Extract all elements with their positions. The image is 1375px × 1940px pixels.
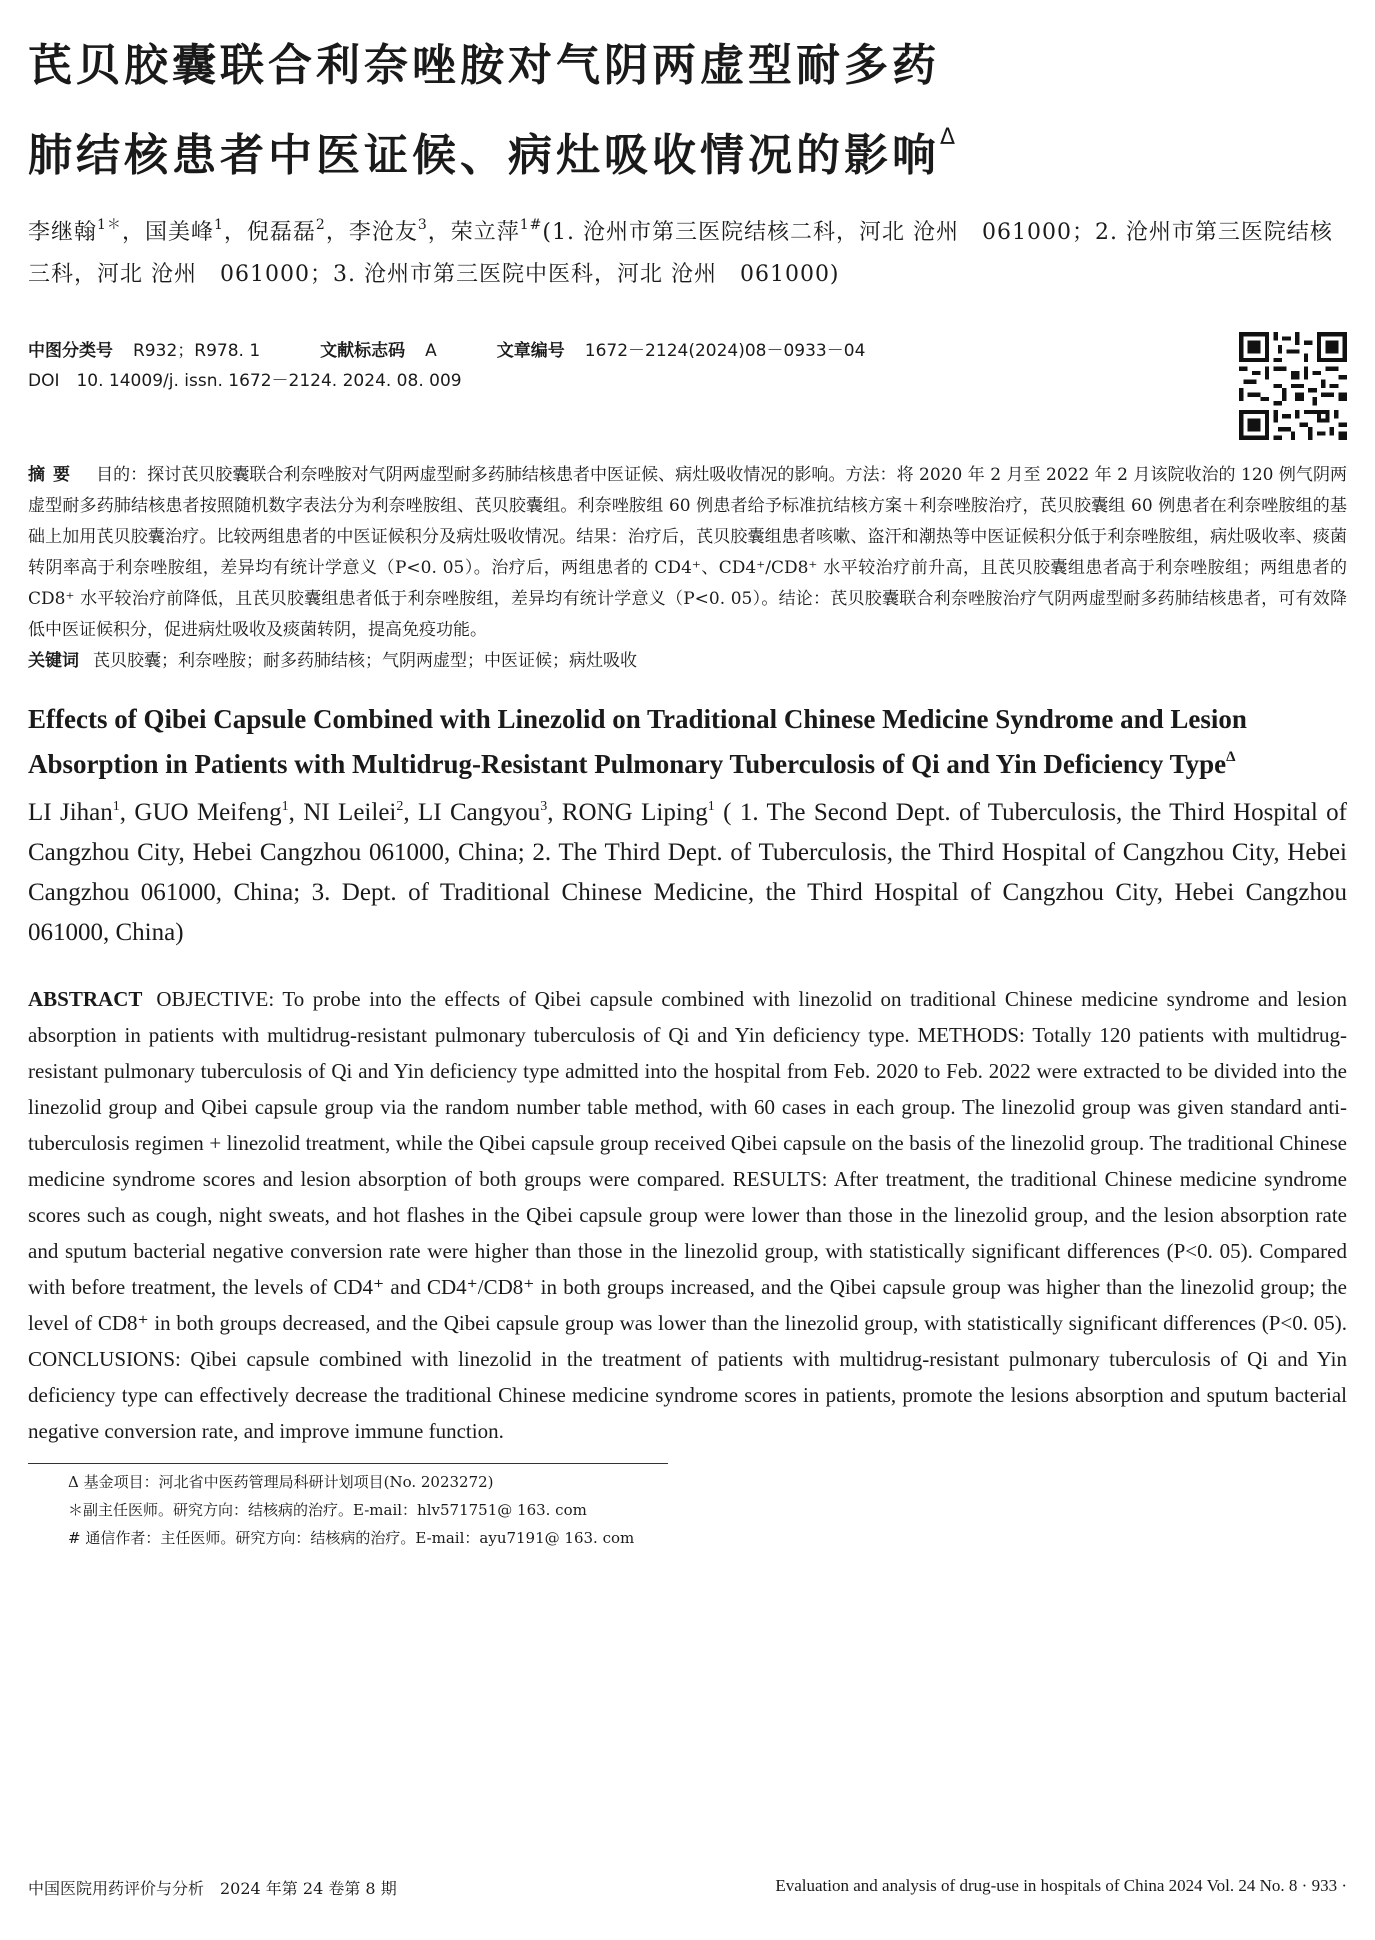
article-no-label: 文章编号: [496, 341, 565, 361]
en-author-3-affil: 2: [396, 799, 404, 814]
author-1: 李继翰: [28, 220, 98, 245]
article-first-page: [28, 30, 1347, 1552]
english-abstract-text: OBJECTIVE: To probe into the effects of Qibei capsule combined with linezolid on traditional Chinese medicine syndrome and lesion absorption in patients with multidrug-resistant pulmonary tuberculosis of Qi and Yin deficiency type. METHODS: Totally 120 patients with multidrug-resistant pulmonary tuberculosis of Qi and Yin deficiency type admitted into the hospital from Feb. 2020 to Feb. 2022 were extracted to be divided into the linezolid group and Qibei capsule group via the random number table method, with 60 cases in each group. The linezolid group was given standard anti-tuberculosis regimen + linezolid treatment, while the Qibei capsule group received Qibei capsule on the basis of the linezolid group. The traditional Chinese medicine syndrome scores and lesion absorption of both groups were compared. RESULTS: After treatment, the traditional Chinese medicine syndrome scores such as cough, night sweats, and hot flashes in the Qibei capsule group were lower than those in the linezolid group, and the lesion absorption rate and sputum bacterial negative conversion rate were higher than those in the linezolid group, with statistically significant differences (P<0. 05). Compared with before treatment, the levels of CD4⁺ and CD4⁺/CD8⁺ in both groups increased, and the Qibei capsule group was higher than the linezolid group; the level of CD8⁺ in both groups decreased, and the Qibei capsule group was lower than the linezolid group, with statistically significant differences (P<0. 05). CONCLUSIONS: Qibei capsule combined with linezolid in the treatment of patients with multidrug-resistant pulmonary tuberculosis of Qi and Yin deficiency type can effectively decrease the traditional Chinese medicine syndrome scores in patients, promote the lesions absorption and sputum bacterial negative conversion rate, and improve immune function.: [28, 987, 1347, 1443]
author-4: ，李沧友: [325, 220, 418, 245]
english-title: [28, 700, 1347, 783]
doc-code-value: A: [425, 341, 437, 361]
doc-code-label: 文献标志码: [320, 341, 406, 361]
en-author-5: , RONG Liping: [547, 799, 708, 826]
author-3: ，倪磊磊: [223, 220, 316, 245]
chinese-affiliations: (1. 沧州市第三医院结核二科，河北 沧州 061000；2. 沧州市第三医院结核三科，河北 沧州 061000；3. 沧州市第三医院中医科，河北 沧州 061000): [28, 220, 1333, 287]
chinese-title-line1: 芪贝胶囊联合利奈唑胺对气阴两虚型耐多药: [28, 40, 940, 91]
fund-mark: Δ: [940, 125, 960, 150]
chinese-title-line2: 肺结核患者中医证候、病灶吸收情况的影响: [28, 130, 940, 181]
article-metadata: [28, 336, 1347, 446]
footnote-divider: [28, 1463, 668, 1464]
footnotes: [28, 1468, 1347, 1552]
footnote-fund: Δ 基金项目：河北省中医药管理局科研计划项目(No. 2023272): [68, 1473, 494, 1491]
classification-row: [28, 336, 1347, 366]
chinese-authors: [28, 204, 1347, 296]
english-fund-mark: Δ: [1226, 749, 1236, 765]
author-3-affil: 2: [315, 217, 326, 233]
chinese-abstract-label: 摘要: [28, 465, 79, 485]
chinese-keywords-text: 芪贝胶囊；利奈唑胺；耐多药肺结核；气阴两虚型；中医证候；病灶吸收: [93, 651, 637, 671]
en-author-4-affil: 3: [540, 799, 548, 814]
author-4-affil: 3: [417, 217, 428, 233]
author-2-affil: 1: [213, 217, 224, 233]
author-2: ，国美峰: [121, 220, 214, 245]
english-abstract-label: ABSTRACT: [28, 987, 143, 1011]
article-no-value: 1672－2124(2024)08－0933－04: [584, 341, 866, 361]
author-5: ，荣立萍: [427, 220, 520, 245]
english-affiliations: ( 1. The Second Dept. of Tuberculosis, the Third Hospital of Cangzhou City, Hebei Cangzhou 061000, China; 2. The Third Dept. of Tuberculosis, the Third Hospital of Cangzhou City, Hebei Cangzhou 061000, China; 3. Dept. of Traditional Chinese Medicine, the Third Hospital of Cangzhou City, Hebei Cangzhou 061000, China): [28, 799, 1348, 946]
english-authors: [28, 787, 1347, 953]
author-5-affil: 1#: [519, 217, 543, 233]
chinese-keywords: [28, 646, 1347, 676]
doi-line: DOI 10. 14009/j. issn. 1672－2124. 2024. 08. 009: [28, 371, 462, 391]
qr-code-icon[interactable]: [1239, 332, 1347, 440]
en-author-3: , NI Leilei: [288, 799, 397, 826]
chinese-abstract: [28, 460, 1347, 646]
clc-value: R932；R978. 1: [133, 341, 261, 361]
en-author-1-affil: 1: [112, 799, 120, 814]
chinese-abstract-text: 目的：探讨芪贝胶囊联合利奈唑胺对气阴两虚型耐多药肺结核患者中医证候、病灶吸收情况的影响。方法：将 2020 年 2 月至 2022 年 2 月该院收治的 120 例气阴两虚型耐多药肺结核患者按照随机数字表法分为利奈唑胺组、芪贝胶囊组。利奈唑胺组 60 例患者给予标准抗结核方案＋利奈唑胺治疗，芪贝胶囊组 60 例患者在利奈唑胺组的基础上加用芪贝胶囊治疗。比较两组患者的中医证候积分及病灶吸收情况。结果：治疗后，芪贝胶囊组患者咳嗽、盗汗和潮热等中医证候积分低于利奈唑胺组，病灶吸收率、痰菌转阴率高于利奈唑胺组，差异均有统计学意义（P<0. 05）。治疗后，两组患者的 CD4⁺、CD4⁺/CD8⁺ 水平较治疗前升高，且芪贝胶囊组患者高于利奈唑胺组；两组患者的 CD8⁺ 水平较治疗前降低，且芪贝胶囊组患者低于利奈唑胺组，差异均有统计学意义（P<0. 05）。结论：芪贝胶囊联合利奈唑胺治疗气阴两虚型耐多药肺结核患者，可有效降低中医证候积分，促进病灶吸收及痰菌转阴，提高免疫功能。: [28, 465, 1347, 640]
english-abstract: [28, 981, 1347, 1449]
footer-journal-en: Evaluation and analysis of drug-use in hospitals of China 2024 Vol. 24 No. 8 · 933 ·: [775, 1876, 1347, 1895]
chinese-title: [28, 30, 1347, 192]
author-1-affil: 1＊: [97, 217, 122, 233]
footer-journal-cn: 中国医院用药评价与分析 2024 年第 24 卷第 8 期: [28, 1879, 397, 1898]
en-author-2-affil: 1: [281, 799, 289, 814]
en-author-2: , GUO Meifeng: [119, 799, 282, 826]
footnote-first-author: ＊副主任医师。研究方向：结核病的治疗。E-mail：hlv571751@ 163. com: [68, 1501, 587, 1519]
page-footer: [28, 1876, 1347, 1899]
en-author-1: LI Jihan: [28, 799, 113, 826]
footnote-corresponding-author: # 通信作者：主任医师。研究方向：结核病的治疗。E-mail：ayu7191@ 163. com: [68, 1529, 635, 1547]
clc-label: 中图分类号: [28, 341, 113, 361]
en-author-4: , LI Cangyou: [403, 799, 541, 826]
english-title-text: Effects of Qibei Capsule Combined with Linezolid on Traditional Chinese Medicine Syndrome and Lesion Absorption in Patients with Multidrug-Resistant Pulmonary Tuberculosis of Qi and Yin Deficiency Type: [28, 704, 1247, 779]
chinese-keywords-label: 关键词: [28, 651, 79, 671]
en-author-5-affil: 1: [707, 799, 715, 814]
